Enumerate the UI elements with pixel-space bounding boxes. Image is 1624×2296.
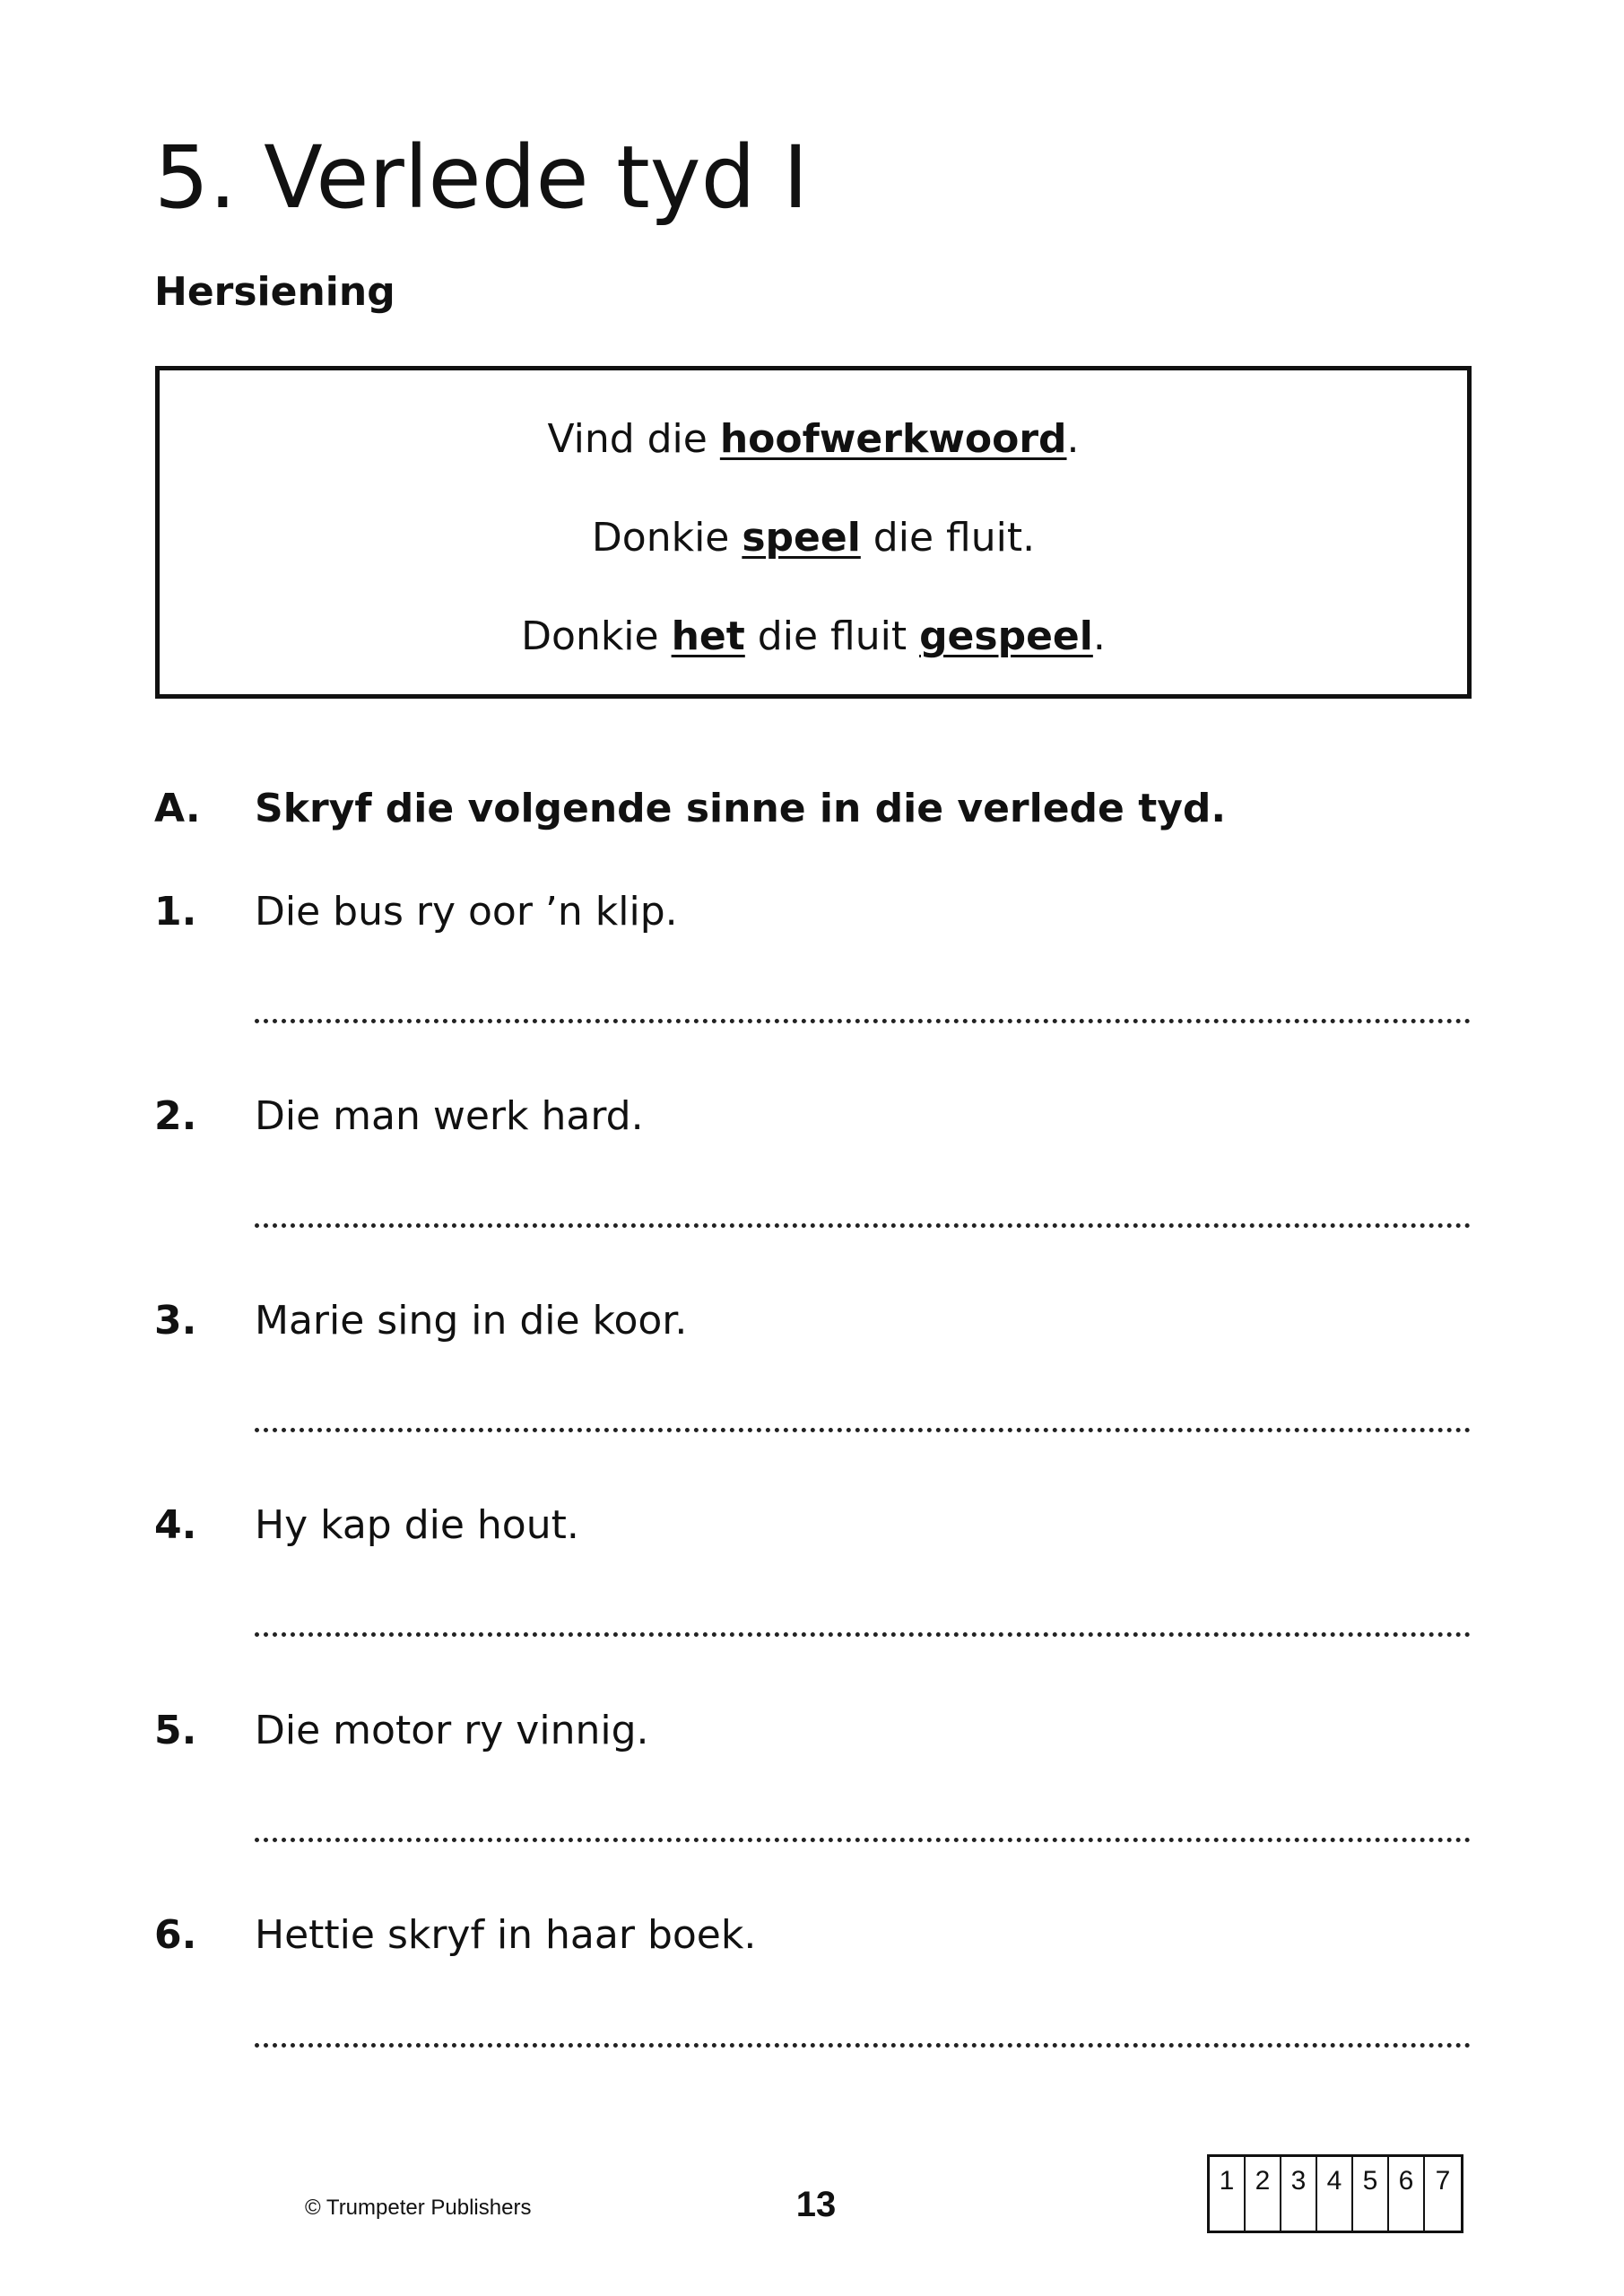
question-text: Die motor ry vinnig.	[255, 1708, 649, 1753]
answer-line[interactable]	[255, 1019, 1471, 1023]
question-number: 3.	[154, 1298, 197, 1344]
answer-line[interactable]	[255, 1838, 1471, 1842]
rule-text: Vind die	[547, 416, 720, 462]
rule-text: Donkie	[591, 515, 743, 561]
level-cell[interactable]: 2	[1246, 2157, 1281, 2231]
question-text: Die bus ry oor ’n klip.	[255, 889, 678, 935]
page-title: 5. Verlede tyd I	[154, 127, 809, 228]
answer-line[interactable]	[255, 2043, 1471, 2048]
question-number: 1.	[154, 889, 197, 935]
question-text: Hettie skryf in haar boek.	[255, 1912, 757, 1958]
level-cell[interactable]: 3	[1281, 2157, 1317, 2231]
level-grid	[1207, 2154, 1463, 2233]
level-cell[interactable]: 4	[1317, 2157, 1353, 2231]
underlined-verb: speel	[742, 515, 861, 561]
rule-text: .	[1092, 613, 1106, 659]
rule-box	[155, 366, 1472, 699]
question-number: 2.	[154, 1093, 197, 1139]
rule-line-3	[160, 613, 1467, 659]
rule-text: die fluit.	[860, 515, 1036, 561]
rule-line-2	[160, 515, 1467, 561]
underlined-auxiliary: het	[671, 613, 745, 659]
rule-text: Donkie	[521, 613, 672, 659]
level-cell[interactable]: 5	[1353, 2157, 1389, 2231]
answer-line[interactable]	[255, 1428, 1471, 1432]
question-text: Die man werk hard.	[255, 1093, 644, 1139]
level-cell[interactable]: 6	[1389, 2157, 1425, 2231]
question-number: 6.	[154, 1912, 197, 1958]
page-number: 13	[795, 2185, 837, 2224]
underlined-verb: hoofwerkwoord	[719, 416, 1067, 462]
level-cell[interactable]: 1	[1210, 2157, 1246, 2231]
question-text: Marie sing in die koor.	[255, 1298, 688, 1344]
exercise-letter: A.	[154, 786, 201, 831]
answer-line[interactable]	[255, 1223, 1471, 1228]
answer-line[interactable]	[255, 1632, 1471, 1637]
question-number: 5.	[154, 1708, 197, 1753]
exercise-instruction: Skryf die volgende sinne in die verlede tyd.	[255, 786, 1227, 831]
question-number: 4.	[154, 1502, 197, 1548]
level-cell[interactable]: 7	[1435, 2166, 1451, 2196]
copyright-notice: © Trumpeter Publishers	[305, 2196, 532, 2220]
section-heading: Hersiening	[154, 269, 395, 315]
underlined-verb: gespeel	[919, 613, 1093, 659]
rule-text: die fluit	[744, 613, 920, 659]
question-text: Hy kap die hout.	[255, 1502, 579, 1548]
rule-text: .	[1066, 416, 1080, 462]
rule-line-1	[160, 416, 1467, 462]
